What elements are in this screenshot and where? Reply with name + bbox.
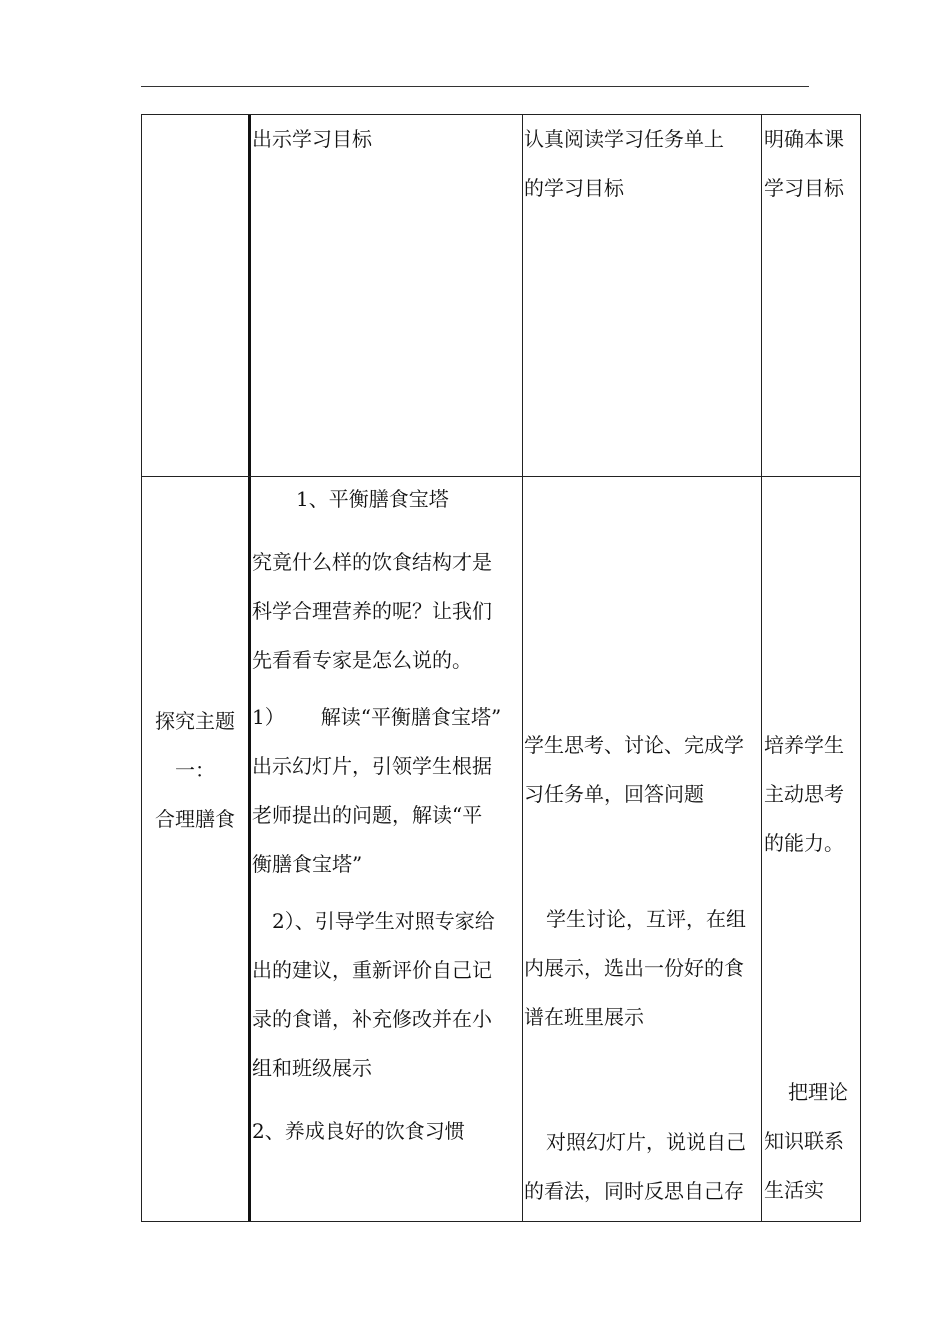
- topic-line-2: 一：: [175, 758, 215, 782]
- student-p3-line-2: 的看法，同时反思自己存: [524, 1179, 744, 1203]
- section-heading-1: 1、平衡膳食宝塔: [296, 487, 449, 511]
- step2-line-3: 录的食谱，补充修改并在小: [252, 1007, 492, 1031]
- column-divider-3: [761, 115, 762, 1221]
- row2-student-p1: [524, 721, 744, 819]
- row2-student-p2: [524, 895, 746, 1042]
- topic-line-3: 合理膳食: [155, 807, 235, 831]
- row1-teacher-text: 出示学习目标: [252, 127, 372, 151]
- intent-p1-line-2: 主动思考: [764, 782, 844, 806]
- row2-intent-p1: [764, 721, 844, 868]
- step1-line-3: 衡膳食宝塔”: [252, 852, 363, 876]
- header-rule: [141, 86, 809, 87]
- intent-p2-line-3: 生活实: [764, 1178, 824, 1202]
- student-p1-line-2: 习任务单，回答问题: [524, 782, 704, 806]
- row1-intent-line-2: 学习目标: [764, 176, 844, 200]
- section-heading-2: 2、养成良好的饮食习惯: [252, 1119, 465, 1143]
- column-divider-1: [248, 115, 251, 1221]
- intent-p1-line-3: 的能力。: [764, 831, 844, 855]
- intent-p2-line-1: 把理论: [788, 1080, 848, 1104]
- intent-p1-line-1: 培养学生: [764, 733, 844, 757]
- intro-line-1: 究竟什么样的饮食结构才是: [252, 550, 492, 574]
- row1-student-line-2: 的学习目标: [524, 176, 624, 200]
- student-p2-line-3: 谱在班里展示: [524, 1005, 644, 1029]
- topic-line-1: 探究主题: [155, 709, 235, 733]
- step1-heading: [252, 693, 501, 742]
- step1-line-1: 出示幻灯片，引领学生根据: [252, 754, 492, 778]
- row1-intent-cell: [764, 115, 844, 213]
- row1-teacher-cell: [252, 115, 372, 164]
- intro-line-3: 先看看专家是怎么说的。: [252, 648, 472, 672]
- lesson-plan-table: [141, 114, 861, 1222]
- student-p3-line-1: 对照幻灯片，说说自己: [546, 1130, 746, 1154]
- step2-line-1: 2）、引导学生对照专家给: [272, 909, 495, 933]
- step1-line-2: 老师提出的问题，解读“平: [252, 803, 483, 827]
- student-p2-line-1: 学生讨论，互评，在组: [546, 907, 746, 931]
- intent-p2-line-2: 知识联系: [764, 1129, 844, 1153]
- step2-line-4: 组和班级展示: [252, 1056, 372, 1080]
- student-p2-line-2: 内展示，选出一份好的食: [524, 956, 744, 980]
- row2-student-p3: [524, 1118, 746, 1216]
- column-divider-2: [522, 115, 523, 1221]
- row2-teacher-cell: [252, 475, 501, 1156]
- row2-topic-cell: [142, 697, 248, 844]
- row2-intent-p2: [764, 1068, 848, 1215]
- step2-line-2: 出的建议，重新评价自己记: [252, 958, 492, 982]
- step1-title: 解读“平衡膳食宝塔”: [320, 705, 502, 729]
- intro-line-2: 科学合理营养的呢？让我们: [252, 599, 492, 623]
- student-p1-line-1: 学生思考、讨论、完成学: [524, 733, 744, 757]
- row1-student-line-1: 认真阅读学习任务单上: [524, 127, 724, 151]
- row1-intent-line-1: 明确本课: [764, 127, 844, 151]
- row1-student-cell: [524, 115, 724, 213]
- step1-label: 1）: [252, 705, 285, 729]
